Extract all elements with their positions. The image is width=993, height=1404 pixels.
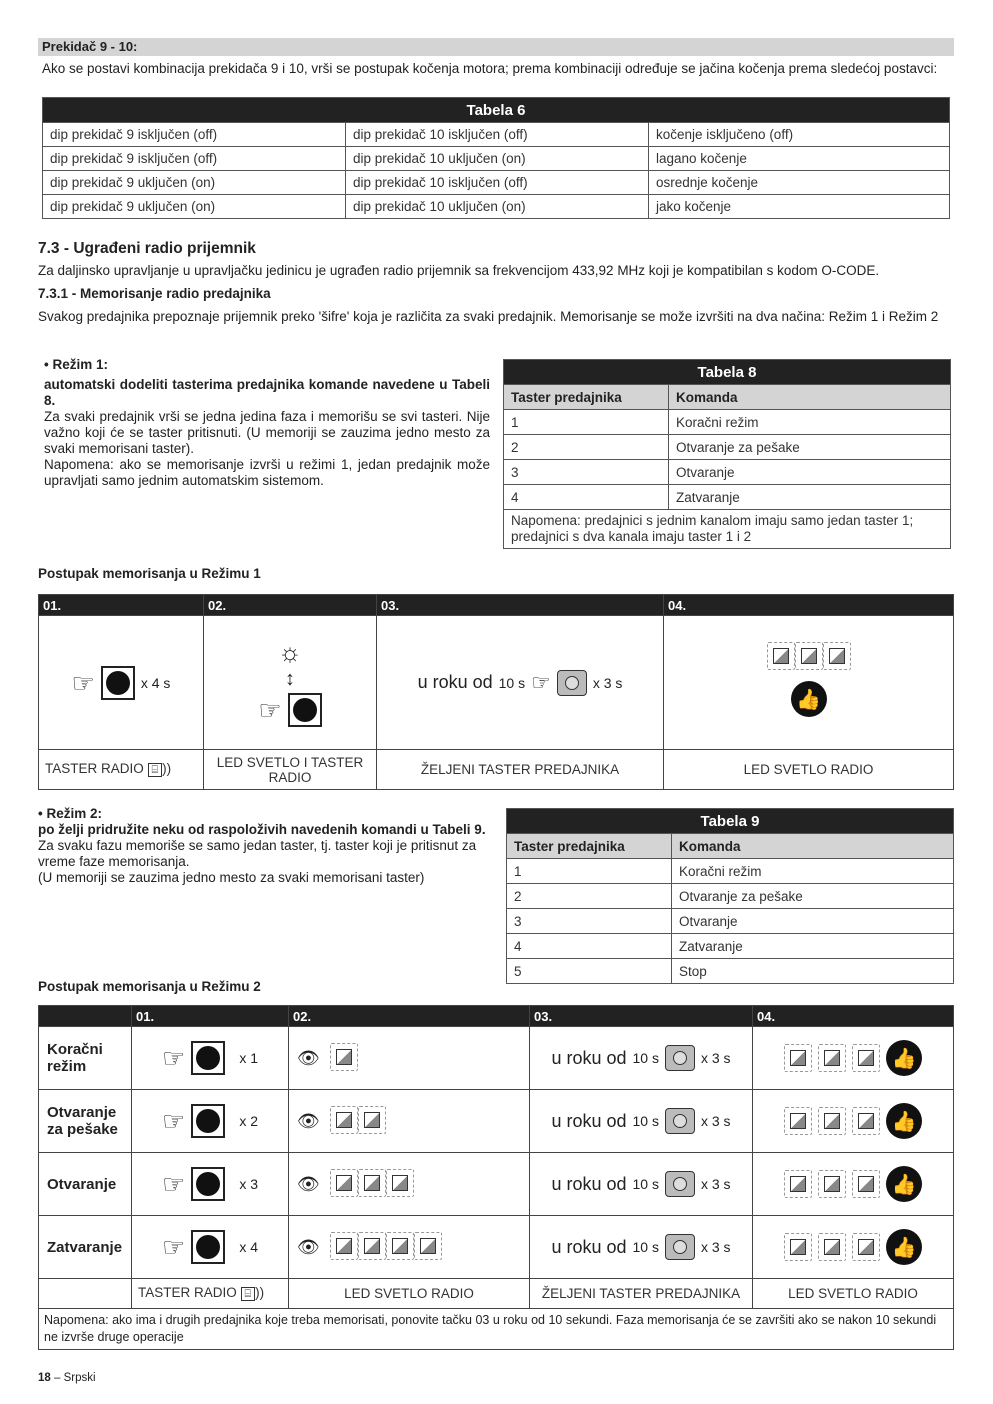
eye-icon: 👁: [297, 1047, 320, 1068]
step-cell: [530, 1027, 753, 1090]
mode1-block: [44, 357, 490, 489]
mode2-text2: (U memoriji se zauzima jedno mesto za svaki memorisani taster): [38, 870, 425, 885]
led-icon: [824, 1050, 840, 1066]
radio-button-icon: [191, 1041, 225, 1075]
thumbs-up-icon: 👍: [886, 1229, 922, 1265]
cell: dip prekidač 9 uključen (on): [43, 171, 346, 195]
row-label: Otvaranje za pešake: [39, 1090, 132, 1153]
step-header: 02.: [204, 595, 377, 616]
led-icon: [790, 1176, 806, 1192]
cell: Zatvaranje: [672, 934, 954, 959]
cell: Otvaranje za pešake: [672, 884, 954, 909]
step-header-blank: [39, 1006, 132, 1027]
cell: dip prekidač 10 uključen (on): [346, 195, 649, 219]
led-icon: [364, 1112, 380, 1128]
cell: 4: [504, 485, 669, 510]
led-icon: [336, 1112, 352, 1128]
proc2-rows: [39, 1027, 954, 1279]
step-cell: [289, 1216, 530, 1279]
caption: LED SVETLO RADIO: [289, 1279, 530, 1309]
hand-press-icon: ☞: [258, 694, 282, 725]
step-cell: [132, 1216, 289, 1279]
led-icon: [790, 1050, 806, 1066]
press-duration: x 3 s: [700, 1113, 731, 1129]
caption-blank: [39, 1279, 132, 1309]
mode2-text1: Za svaku fazu memoriše se samo jedan taster, tj. taster koji je pritisnut za vreme faze memorisanja.: [38, 838, 477, 869]
step-header: 01.: [132, 1006, 289, 1027]
table-8-col2: Komanda: [669, 385, 951, 410]
thumbs-up-icon: 👍: [886, 1103, 922, 1139]
remote-key-icon: [665, 1108, 695, 1134]
table-8-col1: Taster predajnika: [504, 385, 669, 410]
cell: 5: [507, 959, 672, 984]
radio-button-icon: [101, 666, 135, 700]
led-icon: [824, 1239, 840, 1255]
eye-icon: 👁: [297, 1173, 320, 1194]
caption: ŽELJENI TASTER PREDAJNIKA: [377, 750, 664, 790]
radio-button-icon: [288, 693, 322, 727]
page-footer: [38, 1372, 96, 1384]
within-time: 10 s: [632, 1239, 659, 1255]
within-text: u roku od: [551, 1173, 627, 1194]
caption: LED SVETLO I TASTER RADIO: [204, 750, 377, 790]
table-row: [504, 485, 951, 510]
led-icon: [824, 1113, 840, 1129]
hand-press-icon: ☞: [162, 1169, 186, 1199]
row-label: Otvaranje: [39, 1153, 132, 1216]
proc1-table: [38, 594, 954, 790]
table-8-title: Tabela 8: [504, 360, 951, 385]
within-text: u roku od: [551, 1110, 627, 1131]
proc1-step2: [204, 616, 377, 750]
within-text: u roku od: [551, 1047, 627, 1068]
step-header: 02.: [289, 1006, 530, 1027]
page-number: 18: [38, 1372, 51, 1384]
cell: dip prekidač 9 uključen (on): [43, 195, 346, 219]
step-cell: [530, 1153, 753, 1216]
radio-button-icon: [191, 1230, 225, 1264]
cell: Otvaranje: [669, 460, 951, 485]
caption: LED SVETLO RADIO: [753, 1279, 954, 1309]
section-title: 7.3 - Ugrađeni radio prijemnik: [38, 240, 256, 257]
table-9-col1: Taster predajnika: [507, 834, 672, 859]
led-icon: [858, 1050, 874, 1066]
press-duration: x 3 s: [700, 1176, 731, 1192]
row-label: Koračni režim: [39, 1027, 132, 1090]
table-row: [43, 147, 950, 171]
table-row: [39, 1153, 954, 1216]
subsection-title: 7.3.1 - Memorisanje radio predajnika: [38, 286, 271, 301]
led-icon: [364, 1175, 380, 1191]
cell: lagano kočenje: [649, 147, 950, 171]
cell: kočenje isključeno (off): [649, 123, 950, 147]
cell: 2: [507, 884, 672, 909]
led-icon: [392, 1175, 408, 1191]
thumbs-up-icon: 👍: [791, 681, 827, 717]
eye-icon: 👁: [297, 1110, 320, 1131]
press-count: x 4: [239, 1239, 258, 1255]
step-cell: [289, 1027, 530, 1090]
table-row: [507, 934, 954, 959]
step-cell: [530, 1090, 753, 1153]
cell: jako kočenje: [649, 195, 950, 219]
table-8-note: Napomena: predajnici s jednim kanalom imaju samo jedan taster 1; predajnici s dva kanala imaju taster 1 i 2: [504, 510, 951, 549]
cell: 4: [507, 934, 672, 959]
table-row: [507, 884, 954, 909]
thumbs-up-icon: 👍: [886, 1166, 922, 1202]
press-duration: x 4 s: [140, 674, 171, 691]
step-cell: [753, 1027, 954, 1090]
mode2-block: [38, 806, 494, 886]
cell: dip prekidač 10 uključen (on): [346, 147, 649, 171]
proc2-note: Napomena: ako ima i drugih predajnika koje treba memorisati, ponovite tačku 03 u roku od 10 sekundi. Faza memorisanja će se završiti ako se nakon 10 sekundi ne izvrše druge operacije: [39, 1309, 954, 1350]
led-on-icon: ☼: [278, 636, 302, 667]
proc2-title: Postupak memorisanja u Režimu 2: [38, 979, 261, 994]
table-6: [42, 97, 950, 219]
eye-icon: 👁: [297, 1236, 320, 1257]
radio-button-icon: [191, 1104, 225, 1138]
step-cell: [132, 1153, 289, 1216]
table-row: [504, 435, 951, 460]
mode1-bold: automatski dodeliti tasterima predajnika komande navedene u Tabeli 8.: [44, 377, 490, 408]
cell: 1: [504, 410, 669, 435]
table-6-title: Tabela 6: [43, 98, 950, 123]
table-row: [507, 909, 954, 934]
remote-key-icon: [665, 1045, 695, 1071]
cell: Koračni režim: [669, 410, 951, 435]
caption: LED SVETLO RADIO: [664, 750, 954, 790]
mode1-bullet: • Režim 1:: [44, 357, 108, 372]
cell: 3: [504, 460, 669, 485]
press-duration: x 3 s: [700, 1050, 731, 1066]
led-icon: [858, 1113, 874, 1129]
remote-key-icon: [665, 1234, 695, 1260]
led-icon: [336, 1049, 352, 1065]
table-9: [506, 808, 954, 984]
table-row: [504, 460, 951, 485]
step-header: 03.: [530, 1006, 753, 1027]
step-cell: [753, 1216, 954, 1279]
step-header: 01.: [39, 595, 204, 616]
within-time: 10 s: [632, 1050, 659, 1066]
proc1-title: Postupak memorisanja u Režimu 1: [38, 566, 261, 581]
cell: dip prekidač 10 isključen (off): [346, 171, 649, 195]
remote-icon: ⌸: [241, 1287, 256, 1301]
radio-waves-icon: )): [255, 1285, 265, 1300]
remote-key-icon: [665, 1171, 695, 1197]
led-icon: [364, 1238, 380, 1254]
within-text: u roku od: [417, 672, 493, 692]
proc1-step4: [664, 616, 954, 750]
table-row: [43, 171, 950, 195]
row-label: Zatvaranje: [39, 1216, 132, 1279]
led-icon: [824, 1176, 840, 1192]
cell: osrednje kočenje: [649, 171, 950, 195]
cell: dip prekidač 9 isključen (off): [43, 123, 346, 147]
led-icon: [858, 1239, 874, 1255]
led-icon: [392, 1238, 408, 1254]
thumbs-up-icon: 👍: [886, 1040, 922, 1076]
cell: dip prekidač 9 isključen (off): [43, 147, 346, 171]
press-count: x 1: [239, 1050, 258, 1066]
led-icon: [420, 1238, 436, 1254]
step-cell: [132, 1027, 289, 1090]
led-icon: [336, 1175, 352, 1191]
step-header: 04.: [664, 595, 954, 616]
table-row: [43, 195, 950, 219]
cell: dip prekidač 10 isključen (off): [346, 123, 649, 147]
led-icon: [801, 648, 817, 664]
mode2-bold: po želji pridružite neku od raspoloživih navedenih komandi u Tabeli 9.: [38, 822, 486, 837]
hand-press-icon: ☞: [162, 1106, 186, 1136]
mode1-text2: Napomena: ako se memorisanje izvrši u režimi 1, jedan predajnik može upravljati samo jednim automatskim sistemom.: [44, 457, 490, 488]
step-header: 04.: [753, 1006, 954, 1027]
within-time: 10 s: [498, 674, 526, 691]
led-icon: [858, 1176, 874, 1192]
led-icon: [336, 1238, 352, 1254]
within-time: 10 s: [632, 1113, 659, 1129]
led-icon: [829, 648, 845, 664]
remote-key-icon: [557, 670, 587, 696]
radio-waves-icon: )): [162, 761, 172, 776]
caption: [132, 1279, 289, 1309]
step-cell: [753, 1153, 954, 1216]
press-duration: x 3 s: [700, 1239, 731, 1255]
within-time: 10 s: [632, 1176, 659, 1192]
hand-press-icon: ☞: [162, 1043, 186, 1073]
cell: Koračni režim: [672, 859, 954, 884]
proc2-table: [38, 1005, 954, 1350]
cell: 3: [507, 909, 672, 934]
led-icon: [790, 1113, 806, 1129]
mode2-bullet: • Režim 2:: [38, 806, 102, 821]
table-row: [39, 1090, 954, 1153]
proc1-step3: [377, 616, 664, 750]
hand-press-icon: ☞: [531, 669, 551, 695]
remote-icon: ⌸: [148, 763, 163, 777]
table-row: [39, 1027, 954, 1090]
cell: 2: [504, 435, 669, 460]
table-row: [43, 123, 950, 147]
table-row: [39, 1216, 954, 1279]
cell: 1: [507, 859, 672, 884]
switches-text: Ako se postavi kombinacija prekidača 9 i 10, vrši se postupak kočenja motora; prema kombinaciji određuje se jačina kočenja prema sledećoj postavci:: [42, 61, 938, 76]
cell: Otvaranje za pešake: [669, 435, 951, 460]
step-cell: [132, 1090, 289, 1153]
subsection-text: Svakog predajnika prepoznaje prijemnik preko 'šifre' koja je različita za svaki predajnik. Memorisanje se može izvršiti na dva načina: Režim 1 i Režim 2: [38, 309, 939, 324]
press-count: x 3: [239, 1176, 258, 1192]
table-9-title: Tabela 9: [507, 809, 954, 834]
step-cell: [289, 1090, 530, 1153]
section-text: Za daljinsko upravljanje u upravljačku jedinicu je ugrađen radio prijemnik sa frekvencijom 433,92 MHz koji je kompatibilan s kodom O-CODE.: [38, 263, 880, 278]
cell: Zatvaranje: [669, 485, 951, 510]
page-language: – Srpski: [54, 1372, 96, 1384]
hand-press-icon: ☞: [162, 1232, 186, 1262]
mode1-text1: Za svaki predajnik vrši se jedna jedina faza i memorišu se svi tasteri. Nije važno koji će se taster pritisnuti. (U memoriji se zauzima jedno mesto za svaki memorisani taster).: [44, 409, 490, 456]
switches-heading: Prekidač 9 - 10:: [38, 38, 954, 56]
cell: Stop: [672, 959, 954, 984]
caption-text: TASTER RADIO: [45, 761, 144, 776]
caption: [39, 750, 204, 790]
table-row: [504, 410, 951, 435]
table-8: [503, 359, 951, 549]
press-duration: x 3 s: [592, 674, 623, 691]
table-9-col2: Komanda: [672, 834, 954, 859]
press-count: x 2: [239, 1113, 258, 1129]
table-row: [507, 859, 954, 884]
led-icon: [773, 648, 789, 664]
caption: ŽELJENI TASTER PREDAJNIKA: [530, 1279, 753, 1309]
within-text: u roku od: [551, 1236, 627, 1257]
step-cell: [753, 1090, 954, 1153]
radio-button-icon: [191, 1167, 225, 1201]
step-header: 03.: [377, 595, 664, 616]
table-row: [507, 959, 954, 984]
led-icon: [790, 1239, 806, 1255]
proc1-step1: [39, 616, 204, 750]
hand-press-icon: ☞: [71, 667, 95, 698]
caption-text: TASTER RADIO: [138, 1285, 237, 1300]
step-cell: [289, 1153, 530, 1216]
arrow-updown-icon: ↕: [285, 667, 295, 690]
step-cell: [530, 1216, 753, 1279]
cell: Otvaranje: [672, 909, 954, 934]
